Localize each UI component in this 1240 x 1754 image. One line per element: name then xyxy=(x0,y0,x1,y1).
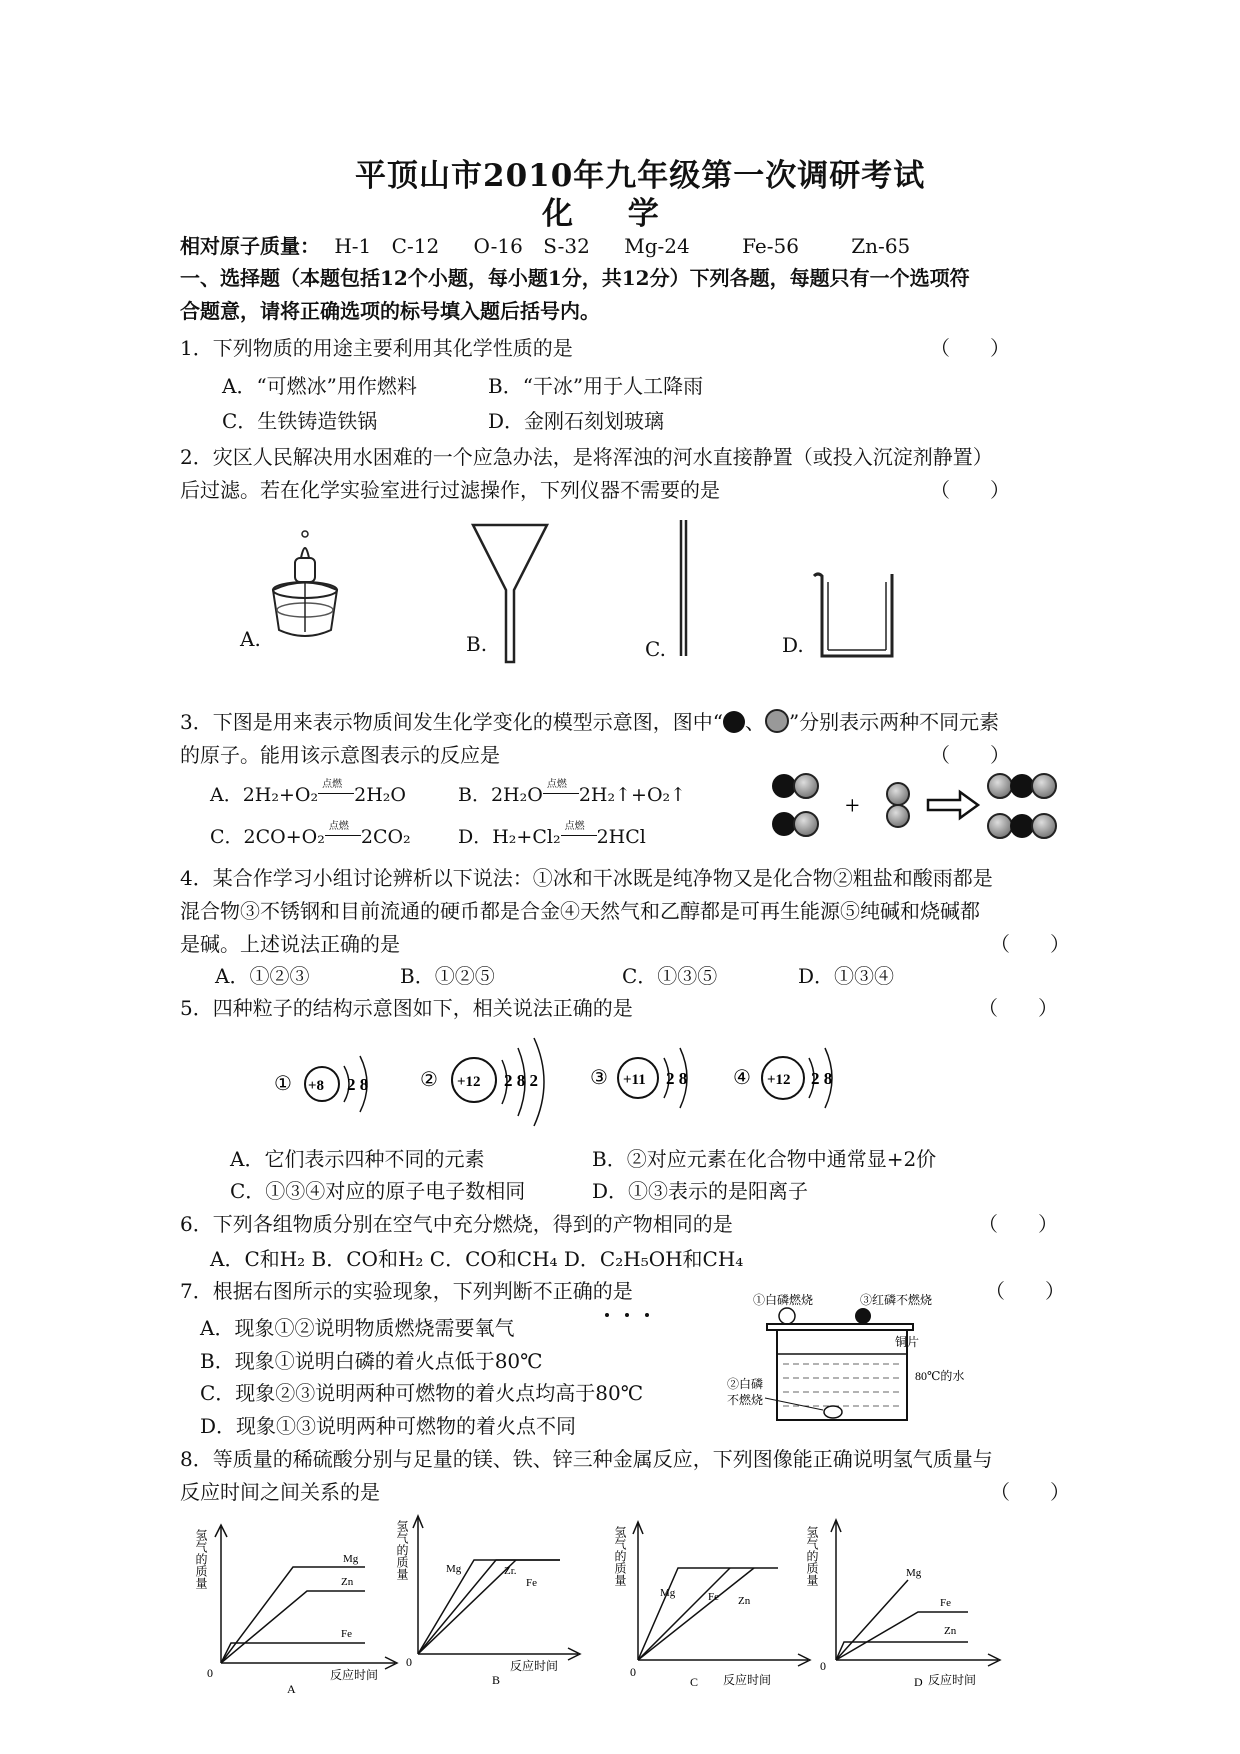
particle-structure-4 xyxy=(733,1032,863,1132)
molecule-atom-grey xyxy=(988,814,1012,838)
svg-text:③: ③ xyxy=(590,1067,608,1089)
q4-stem-line3: 是碱。上述说法正确的是 xyxy=(180,932,400,956)
curve-fe xyxy=(418,1560,516,1654)
section-heading-line1: 一、选择题（本题包括12个小题，每小题1分，共12分）下列各题，每题只有一个选项符 xyxy=(180,266,970,290)
emphasis-dots xyxy=(605,1302,649,1321)
svg-text:80℃的水: 80℃的水 xyxy=(915,1369,965,1383)
q3-c-condition: 点燃 xyxy=(328,821,349,832)
q3-stem-line2: 的原子。能用该示意图表示的反应是 xyxy=(180,743,500,767)
svg-text:2 8: 2 8 xyxy=(666,1069,688,1088)
svg-text:+11: +11 xyxy=(623,1072,646,1088)
svg-text:Mg: Mg xyxy=(343,1553,359,1565)
svg-text:Fe: Fe xyxy=(940,1597,951,1609)
page-title: 平顶山市2010年九年级第一次调研考试 xyxy=(355,158,926,194)
molecule-atom-black xyxy=(772,774,796,798)
svg-text:Mg: Mg xyxy=(906,1567,922,1579)
q3-c-products: 2CO₂ xyxy=(360,826,411,848)
q3-answer-paren: （ ） xyxy=(930,743,1010,767)
y-axis-label: 氢气的质量 xyxy=(395,1520,409,1580)
curve-mg xyxy=(836,1580,908,1660)
y-axis-label: 氢气的质量 xyxy=(805,1526,819,1586)
molecule-atom-grey xyxy=(794,812,818,836)
grey-atom-icon xyxy=(765,709,789,733)
q2-label-a: A. xyxy=(240,627,261,651)
svg-text:②白磷: ②白磷 xyxy=(727,1377,764,1391)
particle-structure-3 xyxy=(590,1032,720,1132)
q8-stem-line2: 反应时间之间关系的是 xyxy=(180,1480,380,1504)
q1-option-c: C．生铁铸造铁锅 xyxy=(222,409,378,433)
mass-item: O-16 xyxy=(473,234,523,258)
curve-zn xyxy=(418,1560,560,1654)
curve-fe xyxy=(221,1643,365,1663)
graph-d xyxy=(805,1510,1008,1690)
svg-text:0: 0 xyxy=(207,1666,213,1680)
curve-mg xyxy=(418,1560,560,1654)
svg-text:Zn: Zn xyxy=(341,1576,354,1588)
svg-text:B: B xyxy=(492,1673,501,1687)
q2-label-d: D. xyxy=(782,633,804,657)
q3-option-c xyxy=(210,822,411,849)
svg-text:Zn: Zn xyxy=(738,1595,751,1607)
q3-d-condition: 点燃 xyxy=(564,821,585,832)
q5-answer-paren: （ ） xyxy=(978,996,1058,1020)
svg-text:2 8 2: 2 8 2 xyxy=(504,1071,538,1090)
q1-option-d: D．金刚石刻划玻璃 xyxy=(488,409,665,433)
svg-text:①: ① xyxy=(274,1073,292,1095)
white-phosphorus xyxy=(779,1308,795,1324)
graph-b xyxy=(395,1508,600,1688)
q2-label-c: C. xyxy=(645,637,666,661)
q1-option-b: B．“干冰”用于人工降雨 xyxy=(488,374,704,398)
q5-option-a: A．它们表示四种不同的元素 xyxy=(230,1147,485,1171)
svg-text:反应时间: 反应时间 xyxy=(723,1673,772,1687)
svg-text:0: 0 xyxy=(820,1659,826,1673)
atomic-masses-label: 相对原子质量： xyxy=(180,234,320,258)
q5-option-d: D．①③表示的是阳离子 xyxy=(592,1179,809,1203)
q8-answer-paren: （ ） xyxy=(990,1480,1070,1504)
q4-option-d: D．①③④ xyxy=(798,964,895,988)
funnel-icon xyxy=(470,520,550,665)
graph-a xyxy=(195,1515,415,1695)
plus-sign: + xyxy=(845,791,860,820)
svg-text:C: C xyxy=(690,1675,699,1689)
svg-text:Mg: Mg xyxy=(660,1587,676,1599)
q2-stem-line2: 后过滤。若在化学实验室进行过滤操作，下列仪器不需要的是 xyxy=(180,478,720,502)
section-heading-line2: 合题意，请将正确选项的标号填入题后括号内。 xyxy=(180,299,600,323)
mass-item: Zn-65 xyxy=(851,234,911,258)
q5-stem: 5．四种粒子的结构示意图如下，相关说法正确的是 xyxy=(180,996,633,1020)
svg-text:A: A xyxy=(287,1682,296,1696)
q3-b-products: 2H₂↑+O₂↑ xyxy=(578,784,687,806)
q4-stem-line1: 4．某合作学习小组讨论辨析以下说法：①冰和干冰既是纯净物又是化合物②粗盐和酸雨都是 xyxy=(180,866,993,890)
svg-text:0: 0 xyxy=(406,1655,412,1669)
q3-c-reactants: C．2CO+O₂ xyxy=(210,826,325,848)
atomic-masses xyxy=(180,230,910,259)
q3-stem-part3: ”分别表示两种不同元素 xyxy=(788,710,1000,734)
q3-a-condition: 点燃 xyxy=(322,779,343,790)
molecule-atom-grey xyxy=(1032,814,1056,838)
molecule-atom-grey xyxy=(988,774,1012,798)
molecule-atom-grey xyxy=(794,774,818,798)
q3-a-reactants: A．2H₂+O₂ xyxy=(210,784,319,806)
q5-option-c: C．①③④对应的原子电子数相同 xyxy=(230,1179,526,1203)
molecule-atom-grey xyxy=(887,805,909,827)
curve-zn xyxy=(638,1568,754,1660)
q7-answer-paren: （ ） xyxy=(985,1279,1065,1303)
svg-text:反应时间: 反应时间 xyxy=(510,1659,559,1673)
glass-rod-icon xyxy=(678,518,690,658)
q3-a-products: 2H₂O xyxy=(354,784,406,806)
svg-text:+12: +12 xyxy=(457,1074,481,1090)
q3-stem-part2: 、 xyxy=(744,710,765,734)
svg-text:不燃烧: 不燃烧 xyxy=(727,1393,764,1407)
svg-text:④: ④ xyxy=(733,1067,751,1089)
submerged-phosphorus xyxy=(824,1406,842,1418)
curve-mg xyxy=(638,1568,778,1660)
red-phosphorus xyxy=(855,1308,871,1324)
q8-stem-line1: 8．等质量的稀硫酸分别与足量的镁、铁、锌三种金属反应，下列图像能正确说明氢气质量与 xyxy=(180,1447,993,1471)
alcohol-lamp-icon xyxy=(265,530,345,655)
molecule-atom-grey xyxy=(887,783,909,805)
svg-text:2 8: 2 8 xyxy=(347,1075,369,1094)
q6-options: A．C和H₂ B．CO和H₂ C．CO和CH₄ D．C₂H₅OH和CH₄ xyxy=(210,1247,744,1271)
svg-text:Zr.: Zr. xyxy=(504,1565,517,1577)
mass-item: H-1 xyxy=(334,234,372,258)
black-atom-icon xyxy=(723,711,745,733)
beaker-icon xyxy=(812,570,900,660)
svg-text:反应时间: 反应时间 xyxy=(330,1668,379,1682)
mass-item: S-32 xyxy=(543,234,590,258)
molecule-atom-grey xyxy=(1032,774,1056,798)
svg-text:①白磷燃烧: ①白磷燃烧 xyxy=(753,1293,814,1307)
mass-item: Mg-24 xyxy=(624,234,690,258)
svg-text:Mg: Mg xyxy=(446,1563,462,1575)
q3-d-products: 2HCl xyxy=(596,826,646,848)
q4-option-b: B．①②⑤ xyxy=(400,964,495,988)
q1-option-a: A．“可燃冰”用作燃料 xyxy=(222,374,417,398)
q3-b-condition: 点燃 xyxy=(546,779,567,790)
q3-d-reactants: D．H₂+Cl₂ xyxy=(458,826,561,848)
reaction-model-diagram xyxy=(770,772,1070,847)
q2-stem-line1: 2．灾区人民解决用水困难的一个应急办法，是将浑浊的河水直接静置（或投入沉淀剂静置） xyxy=(180,445,993,469)
svg-text:②: ② xyxy=(420,1069,438,1091)
svg-text:③红磷不燃烧: ③红磷不燃烧 xyxy=(860,1293,933,1307)
y-axis-label: 氢气的质量 xyxy=(194,1529,208,1589)
curve-zn xyxy=(221,1591,365,1663)
q3-option-b xyxy=(458,780,686,807)
svg-text:+12: +12 xyxy=(767,1072,791,1088)
q3-stem-part1: 3．下图是用来表示物质间发生化学变化的模型示意图，图中“ xyxy=(180,710,723,734)
q3-b-reactants: B．2H₂O xyxy=(458,784,543,806)
q4-option-c: C．①③⑤ xyxy=(622,964,718,988)
combustion-experiment-figure xyxy=(725,1288,975,1426)
q3-option-d xyxy=(458,822,646,849)
svg-text:Fe: Fe xyxy=(708,1591,719,1603)
svg-text:+8: +8 xyxy=(308,1078,325,1094)
mass-item: C-12 xyxy=(391,234,440,258)
q7-stem: 7．根据右图所示的实验现象，下列判断不正确的是 xyxy=(180,1279,633,1303)
q7-option-c: C．现象②③说明两种可燃物的着火点均高于80℃ xyxy=(200,1381,644,1405)
q3-stem-line1 xyxy=(180,706,999,735)
particle-structure-1 xyxy=(272,1038,392,1128)
svg-text:D: D xyxy=(914,1675,923,1689)
svg-text:Fe: Fe xyxy=(526,1577,537,1589)
svg-text:Zn: Zn xyxy=(944,1625,957,1637)
y-axis-label: 氢气的质量 xyxy=(613,1526,627,1586)
q4-answer-paren: （ ） xyxy=(990,932,1070,956)
q1-answer-paren: （ ） xyxy=(930,336,1010,360)
molecule-atom-black xyxy=(1010,814,1034,838)
svg-text:Fe: Fe xyxy=(341,1628,352,1640)
curve-fe xyxy=(638,1568,730,1660)
graph-c xyxy=(608,1510,818,1690)
q4-option-a: A．①②③ xyxy=(215,964,310,988)
svg-text:2 8: 2 8 xyxy=(811,1069,833,1088)
q7-option-b: B．现象①说明白磷的着火点低于80℃ xyxy=(200,1349,543,1373)
q5-option-b: B．②对应元素在化合物中通常显+2价 xyxy=(592,1147,937,1171)
q7-option-a: A．现象①②说明物质燃烧需要氧气 xyxy=(200,1316,515,1340)
reaction-arrow-icon xyxy=(928,792,978,818)
svg-text:0: 0 xyxy=(630,1665,636,1679)
q2-label-b: B. xyxy=(466,632,488,656)
particle-structure-2 xyxy=(418,1030,568,1140)
svg-text:反应时间: 反应时间 xyxy=(928,1673,977,1687)
mass-item: Fe-56 xyxy=(742,234,799,258)
molecule-atom-black xyxy=(772,812,796,836)
q7-option-d: D．现象①③说明两种可燃物的着火点不同 xyxy=(200,1414,577,1438)
subject-title: 化 学 xyxy=(542,196,681,232)
q6-answer-paren: （ ） xyxy=(978,1212,1058,1236)
q6-stem: 6．下列各组物质分别在空气中充分燃烧，得到的产物相同的是 xyxy=(180,1212,733,1236)
q2-answer-paren: （ ） xyxy=(930,478,1010,502)
molecule-atom-black xyxy=(1010,774,1034,798)
curve-zn xyxy=(836,1642,968,1660)
svg-text:铜片: 铜片 xyxy=(895,1335,920,1349)
q4-stem-line2: 混合物③不锈钢和目前流通的硬币都是合金④天然气和乙醇都是可再生能源⑤纯碱和烧碱都 xyxy=(180,899,980,923)
q3-option-a xyxy=(210,780,406,807)
copper-plate xyxy=(767,1324,913,1330)
q1-stem: 1．下列物质的用途主要利用其化学性质的是 xyxy=(180,336,573,360)
